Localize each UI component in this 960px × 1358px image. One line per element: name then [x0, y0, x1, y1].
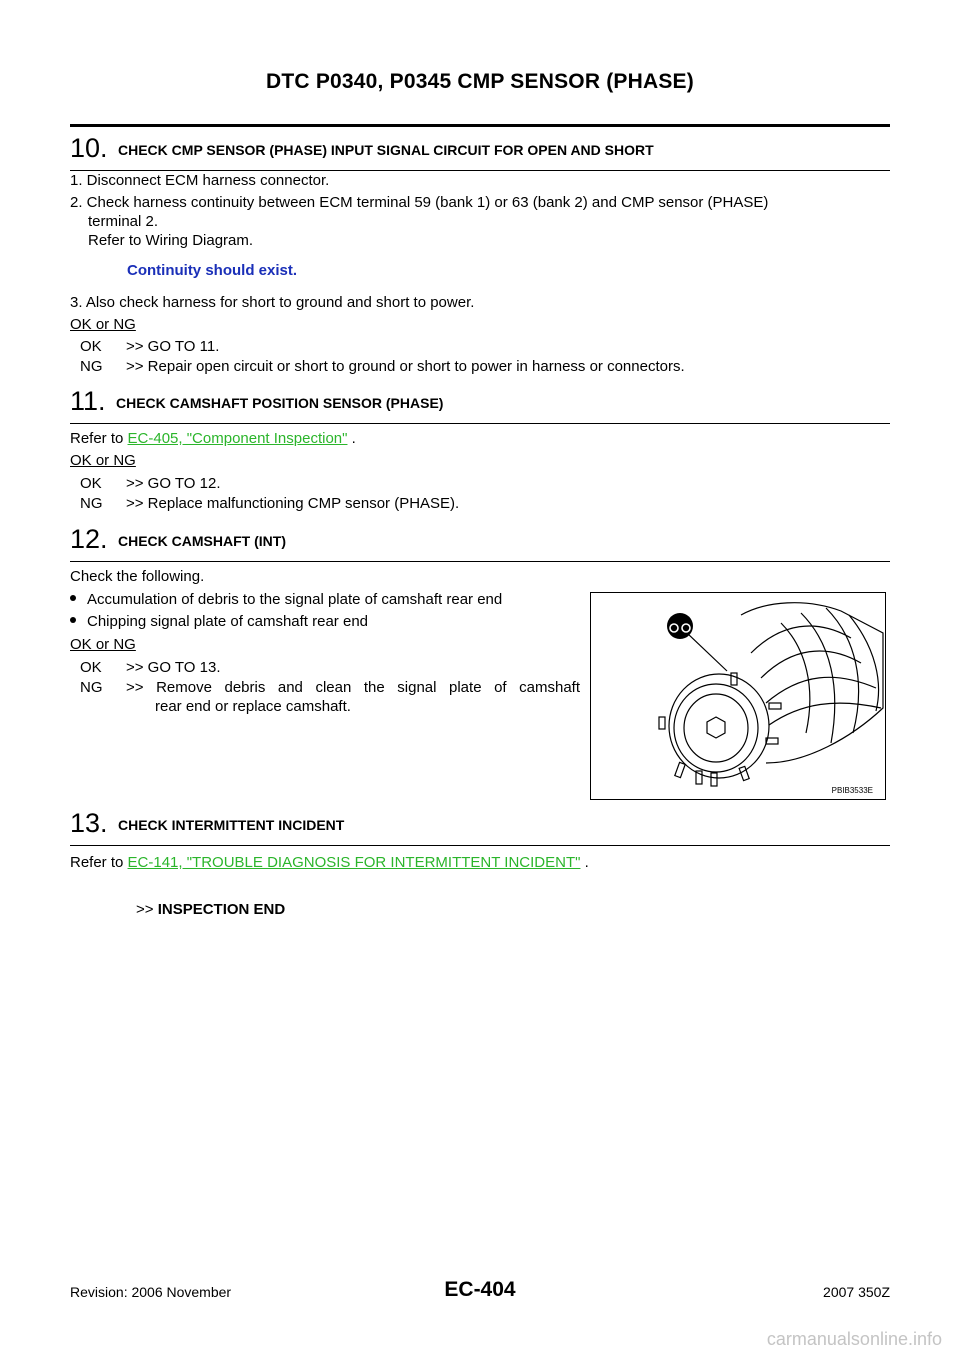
step-10-item-2-ref: Refer to Wiring Diagram.: [88, 232, 254, 249]
ok-action: >> GO TO 13.: [126, 659, 221, 676]
ng-action-cont: rear end or replace camshaft.: [155, 698, 351, 715]
step-number: 10.: [70, 133, 108, 163]
specification-note: Continuity should exist.: [127, 262, 298, 279]
footer-model: 2007 350Z: [823, 1284, 890, 1300]
step-title: CHECK CAMSHAFT (INT): [118, 533, 286, 549]
result-label: OK or NG: [70, 316, 136, 333]
step-12-header: [70, 524, 890, 562]
ok-action: >> GO TO 11.: [126, 338, 220, 355]
figure-code: PBIB3533E: [831, 786, 873, 795]
step-11-refer: [70, 428, 356, 450]
step-13-header: [70, 808, 890, 846]
watermark: carmanualsonline.info: [766, 1329, 942, 1349]
refer-suffix: .: [347, 430, 356, 447]
end-text: INSPECTION END: [157, 901, 286, 918]
step-11-header: [70, 386, 890, 424]
step-number: 12.: [70, 524, 108, 554]
ng-key: NG: [80, 495, 103, 512]
step-12-intro: Check the following.: [70, 568, 205, 585]
refer-prefix: Refer to: [70, 430, 128, 447]
inspection-end: [136, 899, 285, 921]
ok-key: OK: [80, 475, 102, 492]
bullet-debris: Accumulation of debris to the signal plate of camshaft rear end: [70, 589, 502, 611]
refer-prefix: Refer to: [70, 854, 128, 871]
step-10-header: [70, 124, 890, 171]
result-label: OK or NG: [70, 452, 136, 469]
refer-suffix: .: [580, 854, 589, 871]
ok-action: >> GO TO 12.: [126, 475, 221, 492]
ng-action: >> Remove debris and clean the signal plate of camshaft: [126, 679, 580, 696]
step-number: 11.: [70, 386, 106, 416]
step-title: CHECK CMP SENSOR (PHASE) INPUT SIGNAL CIRCUIT FOR OPEN AND SHORT: [118, 142, 654, 158]
end-prefix: >>: [136, 901, 158, 918]
ng-key: NG: [80, 679, 103, 696]
bullet-chipping: Chipping signal plate of camshaft rear end: [70, 611, 368, 633]
step-10-item-2: 2. Check harness continuity between ECM terminal 59 (bank 1) or 63 (bank 2) and CMP sensor (PHASE): [70, 194, 769, 211]
trouble-diagnosis-link[interactable]: EC-141, "TROUBLE DIAGNOSIS FOR INTERMITTENT INCIDENT": [127, 854, 581, 871]
footer-page-number: EC-404: [444, 1278, 516, 1301]
page-title: DTC P0340, P0345 CMP SENSOR (PHASE): [266, 70, 694, 93]
step-title: CHECK INTERMITTENT INCIDENT: [118, 817, 345, 833]
step-10-item-2-cont: terminal 2.: [88, 213, 159, 230]
result-label: OK or NG: [70, 636, 136, 653]
step-13-refer: [70, 852, 589, 874]
ng-key: NG: [80, 358, 103, 375]
camshaft-illustration: [591, 593, 885, 799]
step-title: CHECK CAMSHAFT POSITION SENSOR (PHASE): [115, 395, 444, 411]
ng-action: >> Repair open circuit or short to ground or short to power in harness or connectors.: [126, 358, 685, 375]
step-number: 13.: [70, 808, 108, 838]
ok-key: OK: [80, 659, 102, 676]
ng-action: >> Replace malfunctioning CMP sensor (PHASE).: [126, 495, 460, 512]
footer-revision: Revision: 2006 November: [70, 1284, 232, 1300]
step-10-item-1: 1. Disconnect ECM harness connector.: [70, 172, 330, 189]
component-inspection-link[interactable]: EC-405, "Component Inspection": [127, 430, 348, 447]
ok-key: OK: [80, 338, 102, 355]
camshaft-figure: [590, 592, 886, 800]
step-10-item-3: 3. Also check harness for short to ground and short to power.: [70, 294, 475, 311]
